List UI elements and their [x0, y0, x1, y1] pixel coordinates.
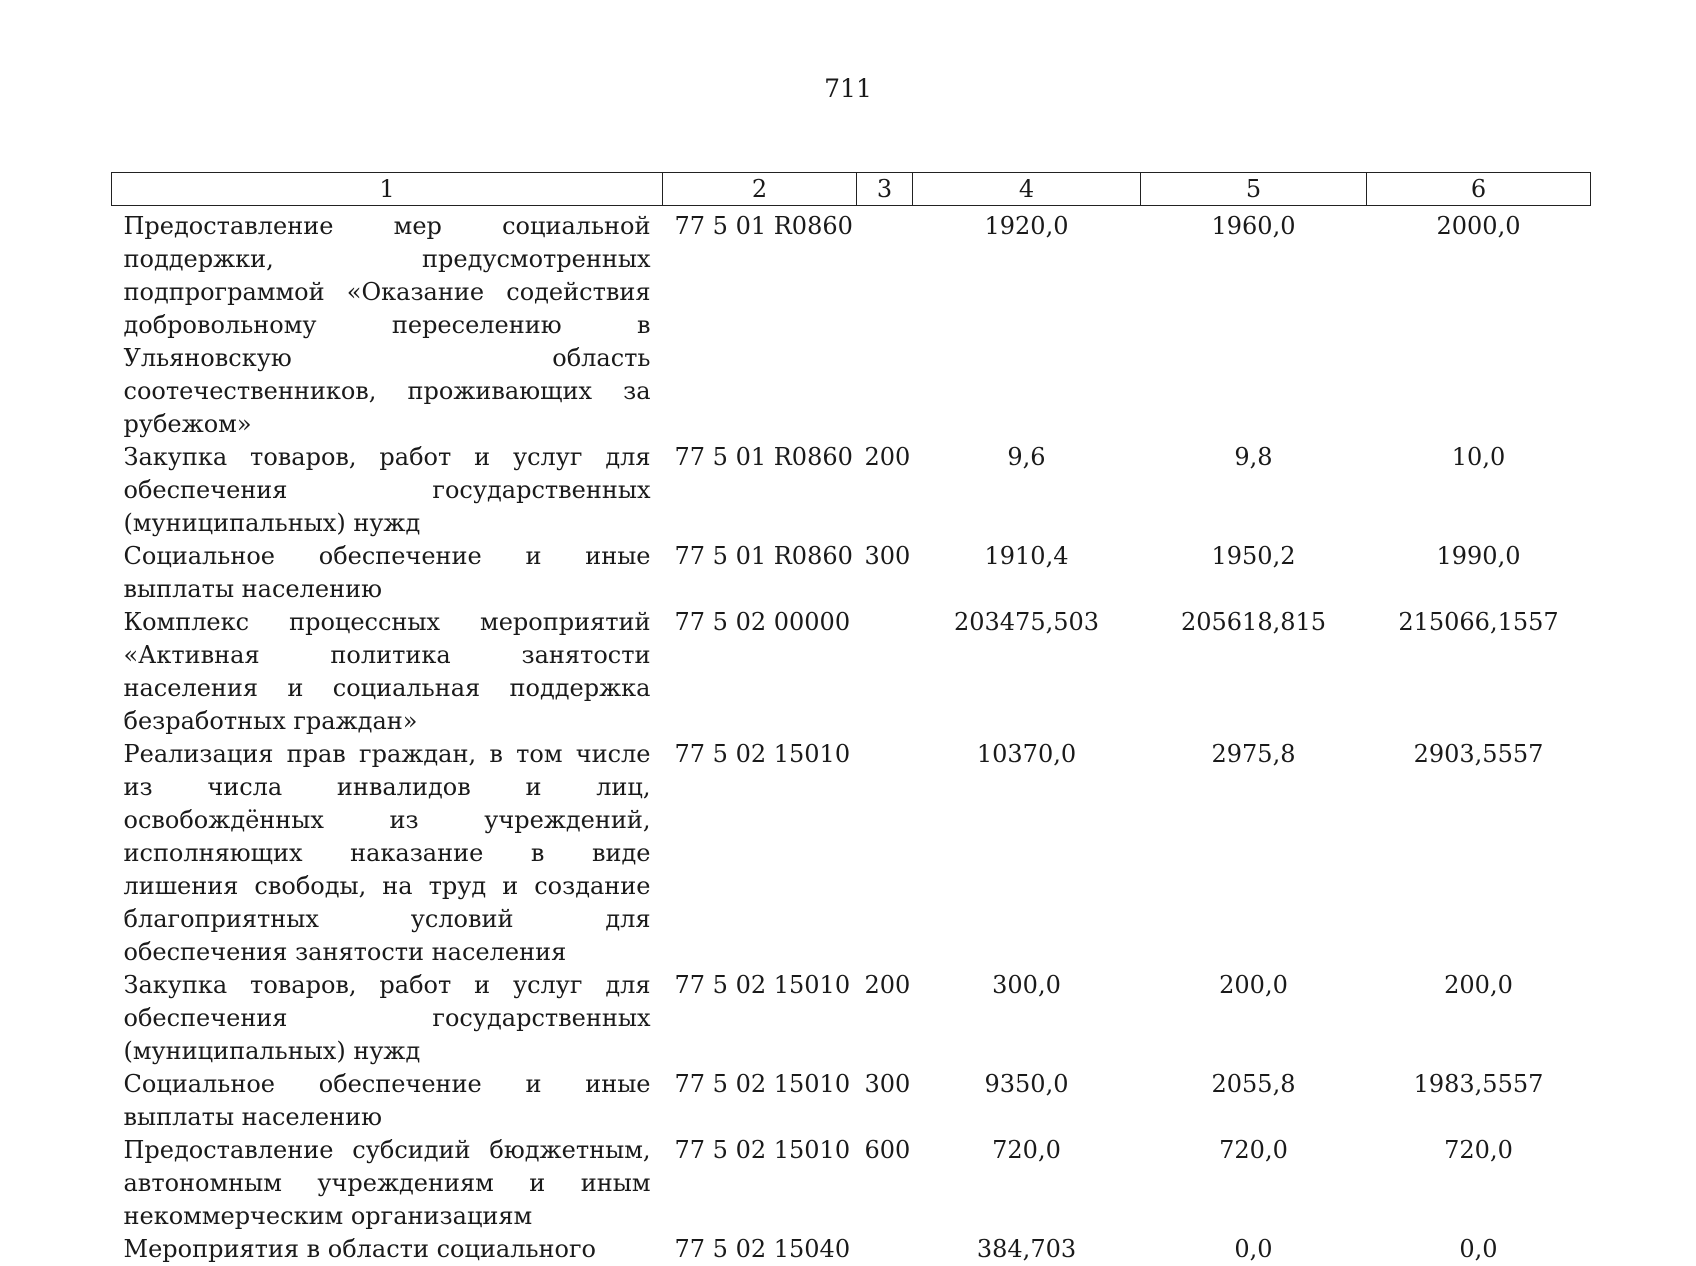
row-code: 77 5 02 15010: [674, 1070, 851, 1098]
table-row: [112, 1134, 1591, 1233]
row-value-1: 384,703: [976, 1235, 1077, 1263]
header-cell-3: 3: [857, 173, 913, 206]
row-value-1: 1920,0: [984, 212, 1069, 240]
row-value-2: 2055,8: [1211, 1070, 1296, 1098]
row-value-2: 205618,815: [1180, 608, 1327, 636]
table-row: [112, 606, 1591, 738]
table-row: [112, 1233, 1591, 1266]
row-value-3: 1990,0: [1436, 542, 1521, 570]
row-name: Социальное обеспечение и иные выплаты населению: [123, 1070, 651, 1131]
header-cell-4: 4: [913, 173, 1141, 206]
row-type: 200: [864, 443, 911, 471]
row-value-3: 720,0: [1444, 1136, 1513, 1164]
row-value-1: 9,6: [1007, 443, 1046, 471]
table-row: [112, 206, 1591, 442]
row-code: 77 5 01 R0860: [674, 443, 853, 471]
row-type: 300: [864, 1070, 911, 1098]
budget-table: [111, 172, 1591, 1266]
row-value-2: 2975,8: [1211, 740, 1296, 768]
row-code: 77 5 01 R0860: [674, 212, 853, 240]
header-cell-6: 6: [1367, 173, 1591, 206]
row-type: [857, 606, 913, 738]
row-type: 300: [864, 542, 911, 570]
row-value-1: 9350,0: [984, 1070, 1069, 1098]
table-row: [112, 738, 1591, 969]
row-value-2: 1950,2: [1211, 542, 1296, 570]
table-row: [112, 441, 1591, 540]
row-code: 77 5 02 00000: [674, 608, 851, 636]
row-value-1: 720,0: [992, 1136, 1061, 1164]
row-name: Закупка товаров, работ и услуг для обеспечения государственных (муниципальных) нужд: [123, 971, 651, 1065]
row-name: Социальное обеспечение и иные выплаты населению: [123, 542, 651, 603]
row-code: 77 5 01 R0860: [674, 542, 853, 570]
table-row: [112, 540, 1591, 606]
row-name: Мероприятия в области социального: [123, 1235, 596, 1263]
row-name: Предоставление субсидий бюджетным, автономным учреждениям и иным некоммерческим организациям: [123, 1136, 651, 1230]
row-value-1: 203475,503: [953, 608, 1100, 636]
row-value-2: 720,0: [1219, 1136, 1288, 1164]
row-name: Комплекс процессных мероприятий «Активная политика занятости населения и социальная поддержка безработных граждан»: [123, 608, 651, 735]
row-name: Предоставление мер социальной поддержки, предусмотренных подпрограммой «Оказание содействия добровольному переселению в Ульяновскую область соотечественников, проживающих за рубежом»: [123, 212, 651, 438]
row-type: 200: [864, 971, 911, 999]
row-value-3: 2903,5557: [1413, 740, 1544, 768]
row-code: 77 5 02 15010: [674, 740, 851, 768]
header-cell-5: 5: [1141, 173, 1367, 206]
header-cell-1: 1: [112, 173, 663, 206]
header-cell-2: 2: [663, 173, 857, 206]
row-name: Реализация прав граждан, в том числе из числа инвалидов и лиц, освобождённых из учреждений, исполняющих наказание в виде лишения свободы, на труд и создание благоприятных условий для обеспечения занятости населения: [123, 740, 651, 966]
row-code: 77 5 02 15010: [674, 1136, 851, 1164]
row-code: 77 5 02 15040: [674, 1235, 851, 1263]
row-name: Закупка товаров, работ и услуг для обеспечения государственных (муниципальных) нужд: [123, 443, 651, 537]
table-row: [112, 969, 1591, 1068]
row-value-3: 1983,5557: [1413, 1070, 1544, 1098]
row-value-2: 1960,0: [1211, 212, 1296, 240]
row-value-3: 2000,0: [1436, 212, 1521, 240]
row-value-1: 300,0: [992, 971, 1061, 999]
row-value-3: 0,0: [1459, 1235, 1498, 1263]
row-value-3: 200,0: [1444, 971, 1513, 999]
table-row: [112, 1068, 1591, 1134]
row-value-2: 200,0: [1219, 971, 1288, 999]
row-type: 600: [864, 1136, 911, 1164]
row-type: [857, 206, 913, 442]
page-number: 711: [824, 74, 872, 103]
row-value-1: 10370,0: [976, 740, 1077, 768]
row-value-2: 0,0: [1234, 1235, 1273, 1263]
row-value-2: 9,8: [1234, 443, 1273, 471]
row-type: [857, 1233, 913, 1266]
row-code: 77 5 02 15010: [674, 971, 851, 999]
header-row: [112, 173, 1591, 206]
row-type: [857, 738, 913, 969]
row-value-1: 1910,4: [984, 542, 1069, 570]
row-value-3: 215066,1557: [1398, 608, 1559, 636]
row-value-3: 10,0: [1451, 443, 1506, 471]
